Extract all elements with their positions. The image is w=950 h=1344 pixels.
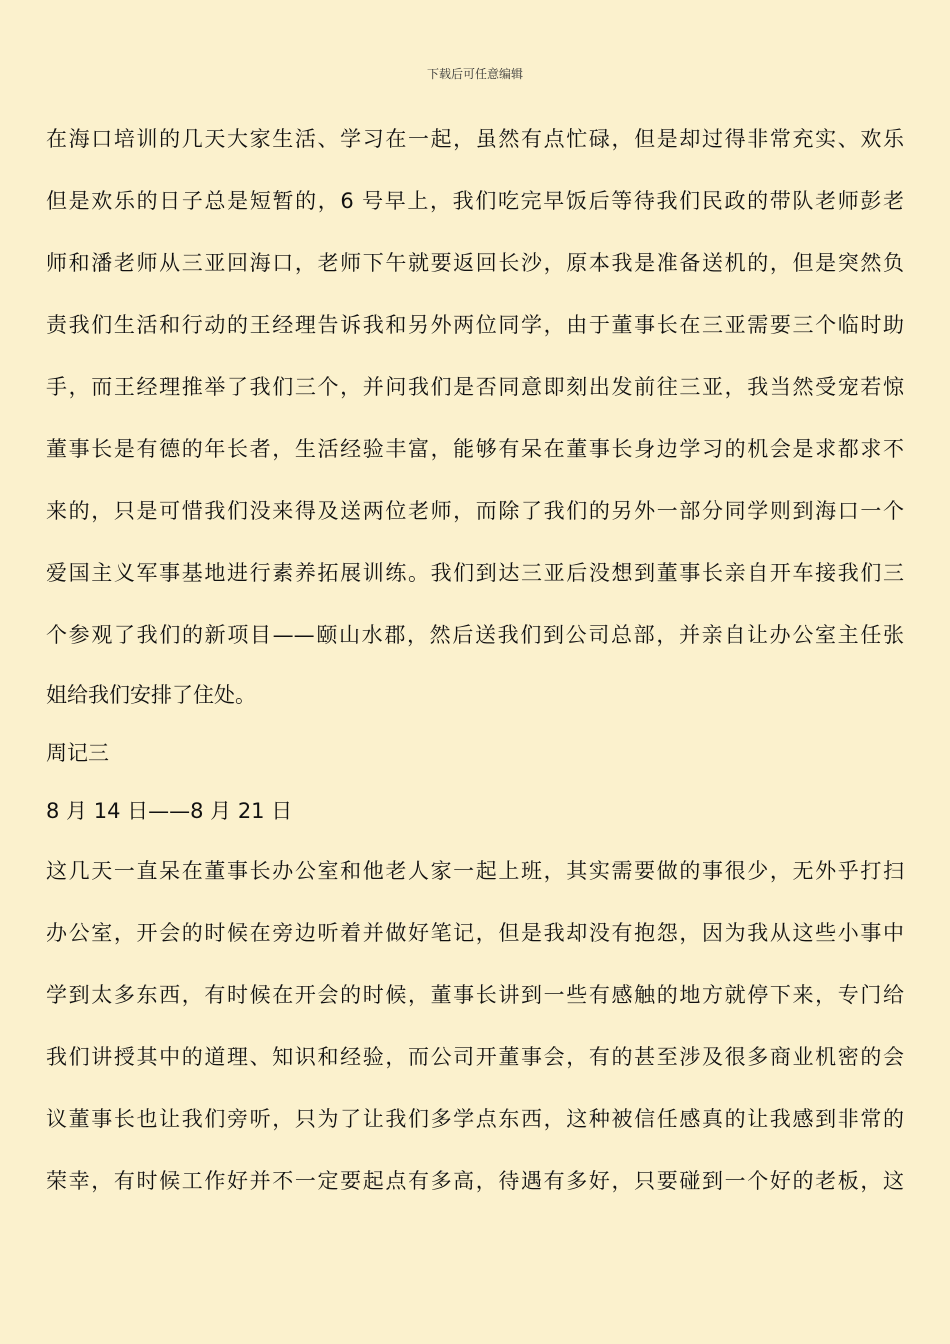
document-body [46,108,904,1212]
paragraph-line: 责我们生活和行动的王经理告诉我和另外两位同学，由于董事长在三亚需要三个临时助 [46,313,904,337]
paragraph-line: 手，而王经理推举了我们三个，并问我们是否同意即刻出发前往三亚，我当然受宠若惊 [46,375,904,399]
paragraph-line: 我们讲授其中的道理、知识和经验，而公司开董事会，有的甚至涉及很多商业机密的会 [46,1045,904,1069]
paragraph-line: 荣幸，有时候工作好并不一定要起点有多高，待遇有多好，只要碰到一个好的老板，这 [46,1169,904,1193]
paragraph-line: 爱国主义军事基地进行素养拓展训练。我们到达三亚后没想到董事长亲自开车接我们三 [46,561,904,585]
date-range: 8 月 14 日——8 月 21 日 [46,799,293,823]
paragraph-line: 来的，只是可惜我们没来得及送两位老师，而除了我们的另外一部分同学则到海口一个 [46,499,904,523]
page-header: 下载后可任意编辑 [426,67,523,81]
section-heading: 周记三 [46,741,109,765]
paragraph-line: 姐给我们安排了住处。 [46,683,256,707]
paragraph-line: 个参观了我们的新项目——颐山水郡，然后送我们到公司总部，并亲自让办公室主任张 [46,623,904,647]
paragraph-line: 议董事长也让我们旁听，只为了让我们多学点东西，这种被信任感真的让我感到非常的 [46,1107,904,1131]
paragraph-line: 这几天一直呆在董事长办公室和他老人家一起上班，其实需要做的事很少，无外乎打扫 [46,859,904,883]
paragraph-line: 在海口培训的几天大家生活、学习在一起，虽然有点忙碌，但是却过得非常充实、欢乐 [46,127,904,151]
paragraph-line: 董事长是有德的年长者，生活经验丰富，能够有呆在董事长身边学习的机会是求都求不 [46,437,904,461]
paragraph-line: 师和潘老师从三亚回海口，老师下午就要返回长沙，原本我是准备送机的，但是突然负 [46,251,904,275]
paragraph-line: 但是欢乐的日子总是短暂的，6 号早上，我们吃完早饭后等待我们民政的带队老师彭老 [46,189,904,213]
paragraph-line: 学到太多东西，有时候在开会的时候，董事长讲到一些有感触的地方就停下来，专门给 [46,983,904,1007]
paragraph-line: 办公室，开会的时候在旁边听着并做好笔记，但是我却没有抱怨，因为我从这些小事中 [46,921,904,945]
